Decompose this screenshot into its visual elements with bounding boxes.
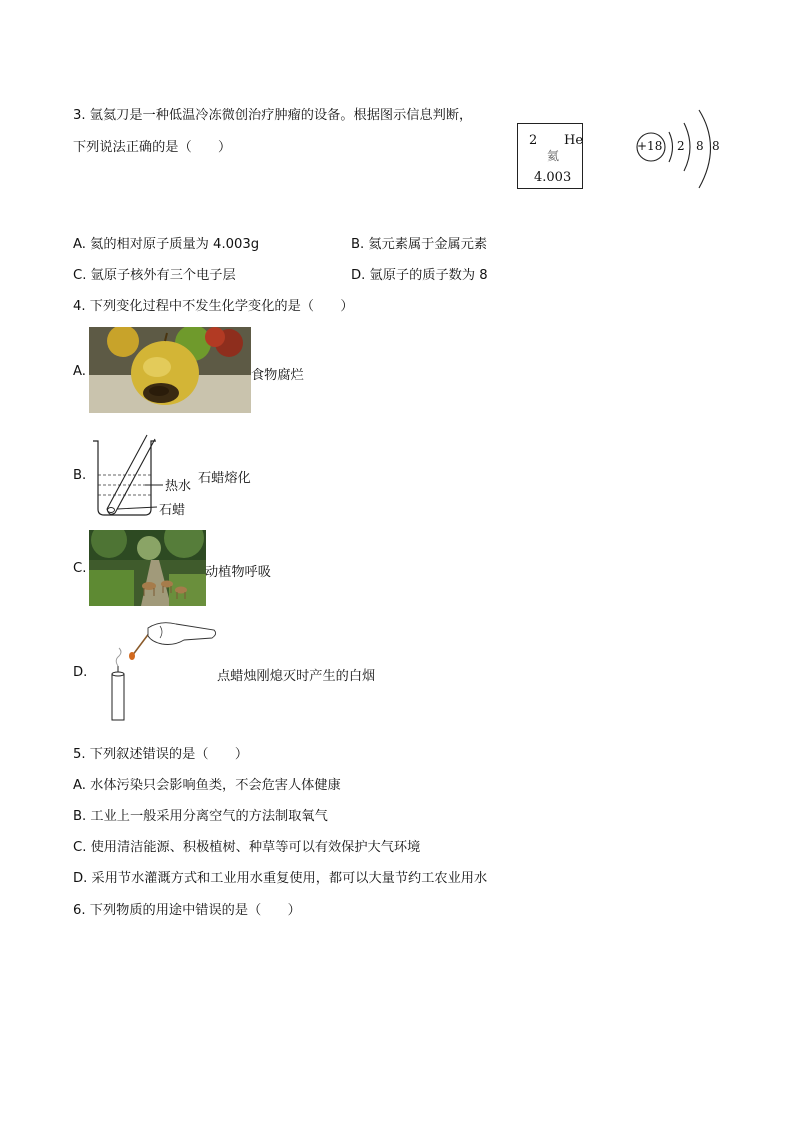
q5-stem: 5. 下列叙述错误的是（ ） [73,747,249,762]
forest-deer-photo [89,530,206,606]
beaker-paraffin-diagram [89,431,199,517]
q3-stem-line2: 下列说法正确的是（ ） [73,140,232,155]
rotting-apple-photo [89,327,251,413]
shell-1-electrons: 2 [677,139,685,153]
q3-option-b: B. 氦元素属于金属元素 [351,237,488,252]
q4-stem: 4. 下列变化过程中不发生化学变化的是（ ） [73,299,354,314]
paraffin-label: 石蜡 [159,503,186,517]
candle-match-illustration [104,616,220,722]
q6-stem: 6. 下列物质的用途中错误的是（ ） [73,903,301,918]
element-card-helium [517,123,583,189]
q4-option-d-letter: D. [73,665,88,680]
q5-option-d: D. 采用节水灌溉方式和工业用水重复使用，都可以大量节约工农业用水 [73,871,488,886]
q3-stem-line1: 3. 氩氦刀是一种低温冷冻微创治疗肿瘤的设备。根据图示信息判断， [73,108,473,123]
q4-option-c-letter: C. [73,561,87,576]
q4-option-d-caption: 点蜡烛刚熄灭时产生的白烟 [217,669,376,684]
shell-2-electrons: 8 [696,139,704,153]
element-symbol: He [564,133,584,148]
shell-3-electrons: 8 [712,139,720,153]
element-name: 氦 [547,149,560,163]
q4-option-a-caption: 食物腐烂 [251,368,304,383]
argon-atom-structure-diagram [630,100,730,196]
hot-water-label: 热水 [165,479,192,494]
q3-option-a: A. 氦的相对原子质量为 4.003g [73,237,260,252]
q4-option-c-caption: 动植物呼吸 [205,565,271,580]
q3-option-c: C. 氩原子核外有三个电子层 [73,268,236,283]
q5-option-c: C. 使用清洁能源、积极植树、种草等可以有效保护大气环境 [73,840,421,855]
q3-option-d: D. 氩原子的质子数为 8 [351,268,488,283]
atomic-mass: 4.003 [534,170,572,185]
q4-option-a-letter: A. [73,364,86,379]
atomic-number: 2 [529,133,538,148]
q5-option-a: A. 水体污染只会影响鱼类，不会危害人体健康 [73,778,341,793]
q4-option-b-caption: 石蜡熔化 [198,471,251,486]
q5-option-b: B. 工业上一般采用分离空气的方法制取氧气 [73,809,328,824]
nucleus-charge: +18 [637,139,663,153]
q4-option-b-letter: B. [73,468,87,483]
